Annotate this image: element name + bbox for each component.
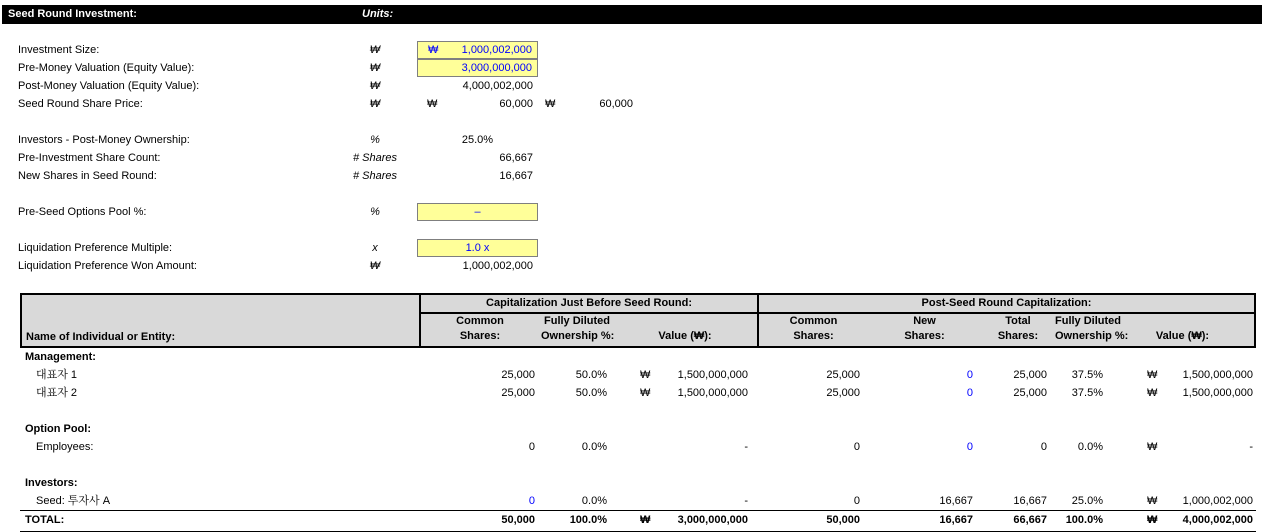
cell-value: 25.0% xyxy=(1071,495,1103,507)
table-row xyxy=(20,438,1256,456)
value-cell xyxy=(417,77,538,95)
row-label: 대표자 2 xyxy=(36,387,78,399)
cell-value: – xyxy=(474,206,481,218)
cell-value: 50.0% xyxy=(575,387,607,399)
cell-value: 50.0% xyxy=(575,369,607,381)
cell-post-ownership-pct xyxy=(1053,511,1109,529)
unit-label: # Shares xyxy=(352,170,398,182)
row-label: Pre-Seed Options Pool %: xyxy=(18,206,147,218)
cell-value: 0 xyxy=(528,441,535,453)
cell-value: 0 xyxy=(528,495,535,507)
cell-post-value xyxy=(1109,366,1256,384)
cell-post-ownership-pct xyxy=(1053,384,1109,402)
cell-value: 60,000 xyxy=(599,98,633,110)
cell-value: 0 xyxy=(966,441,973,453)
cell-post-total-shares xyxy=(979,438,1053,456)
cell-before-common-shares xyxy=(419,384,541,402)
cell-value: 1.0 x xyxy=(465,242,490,254)
cell-value: 100.0% xyxy=(1065,514,1103,526)
cell-post-ownership-pct xyxy=(1053,438,1109,456)
cell-before-ownership-pct xyxy=(541,492,613,510)
unit-label: ₩ xyxy=(369,44,381,56)
assumption-row xyxy=(0,95,1264,113)
cell-post-common-shares xyxy=(757,384,866,402)
won-sign: ₩ xyxy=(1147,495,1158,507)
cell-value: 0 xyxy=(966,369,973,381)
cell-value: 3,000,000,000 xyxy=(461,62,532,74)
assumption-row xyxy=(0,59,1264,77)
cell-value: 0.0% xyxy=(1077,441,1103,453)
cell-post-new-shares[interactable] xyxy=(866,438,979,456)
cell-value: 25,000 xyxy=(1013,369,1047,381)
value-cell xyxy=(417,257,538,275)
cell-value: 0 xyxy=(853,441,860,453)
won-sign: ₩ xyxy=(1147,514,1158,526)
value-cell xyxy=(417,131,538,149)
cell-before-ownership-pct xyxy=(541,511,613,529)
cell-value: 25.0% xyxy=(461,134,494,146)
won-sign: ₩ xyxy=(545,98,556,110)
cell-post-total-shares xyxy=(979,384,1053,402)
won-sign: ₩ xyxy=(640,387,651,399)
cell-before-common-shares xyxy=(419,438,541,456)
cell-before-ownership-pct xyxy=(541,438,613,456)
value-cell xyxy=(417,95,538,113)
unit-label: ₩ xyxy=(369,80,381,92)
cell-post-common-shares xyxy=(757,511,866,529)
row-label: 대표자 1 xyxy=(36,369,78,381)
cell-before-value xyxy=(613,492,757,510)
cell-value: 25,000 xyxy=(826,369,860,381)
cell-value: 0 xyxy=(966,387,973,399)
cell-before-value xyxy=(613,438,757,456)
cell-value: - xyxy=(744,441,748,453)
won-sign: ₩ xyxy=(640,514,651,526)
cap-table-header xyxy=(20,293,1256,348)
cell-value: 25,000 xyxy=(1013,387,1047,399)
cell-value: 1,500,000,000 xyxy=(677,369,748,381)
row-label: Post-Money Valuation (Equity Value): xyxy=(18,80,200,92)
cell-post-value xyxy=(1109,438,1256,456)
cell-value: 1,000,002,000 xyxy=(461,44,532,56)
table-row xyxy=(20,474,1256,492)
cell-value: 60,000 xyxy=(499,98,533,110)
cell-post-ownership-pct xyxy=(1053,492,1109,510)
table-row xyxy=(20,384,1256,402)
cell-value: 0.0% xyxy=(581,441,607,453)
unit-label: x xyxy=(372,242,378,254)
table-row xyxy=(20,492,1256,510)
column-header-post-total-shares: Total Shares: xyxy=(997,315,1039,342)
row-label: Pre-Money Valuation (Equity Value): xyxy=(18,62,195,74)
value-cell-secondary xyxy=(543,95,635,113)
cell-post-new-shares[interactable] xyxy=(866,384,979,402)
column-header-post-common-shares: Common Shares: xyxy=(789,315,838,342)
group-header-before-seed: Capitalization Just Before Seed Round: xyxy=(486,297,692,309)
value-cell xyxy=(417,149,538,167)
cell-value: 25,000 xyxy=(826,387,860,399)
cell-value: 16,667 xyxy=(939,514,973,526)
row-label: Investors - Post-Money Ownership: xyxy=(18,134,190,146)
cell-before-common-shares[interactable] xyxy=(419,492,541,510)
cell-before-common-shares xyxy=(419,511,541,529)
row-label: Liquidation Preference Multiple: xyxy=(18,242,173,254)
cell-value: 4,000,002,000 xyxy=(1182,514,1253,526)
cell-value: 50,000 xyxy=(826,514,860,526)
cell-post-new-shares xyxy=(866,492,979,510)
cell-post-value xyxy=(1109,492,1256,510)
input-cell[interactable] xyxy=(417,203,538,221)
row-label: TOTAL: xyxy=(25,514,65,526)
cell-post-value xyxy=(1109,511,1256,529)
row-label: Employees: xyxy=(36,441,94,453)
row-label: Management: xyxy=(25,351,96,363)
unit-label: % xyxy=(370,134,380,146)
row-label: Investment Size: xyxy=(18,44,100,56)
assumption-row xyxy=(0,203,1264,221)
table-row xyxy=(20,348,1256,366)
cell-value: 66,667 xyxy=(499,152,533,164)
row-label: New Shares in Seed Round: xyxy=(18,170,157,182)
column-header-post-ownership-pct: Fully Diluted Ownership %: xyxy=(1055,315,1129,342)
cell-post-value xyxy=(1109,384,1256,402)
cell-post-ownership-pct xyxy=(1053,366,1109,384)
cell-value: 50,000 xyxy=(501,514,535,526)
input-cell[interactable] xyxy=(417,59,538,77)
row-label: Investors: xyxy=(25,477,78,489)
cell-value: - xyxy=(744,495,748,507)
cell-value: 0 xyxy=(853,495,860,507)
cap-table xyxy=(20,293,1256,532)
row-label: Seed Round Share Price: xyxy=(18,98,143,110)
won-sign: ₩ xyxy=(1147,441,1158,453)
cell-post-new-shares[interactable] xyxy=(866,366,979,384)
won-sign: ₩ xyxy=(1147,387,1158,399)
cell-value: 100.0% xyxy=(569,514,607,526)
column-header-before-ownership-pct: Fully Diluted Ownership %: xyxy=(541,315,615,342)
cell-before-common-shares xyxy=(419,366,541,384)
input-cell[interactable] xyxy=(417,239,538,257)
row-label: Pre-Investment Share Count: xyxy=(18,152,161,164)
cell-before-value xyxy=(613,366,757,384)
name-column-header: Name of Individual or Entity: xyxy=(26,331,176,343)
cell-value: 1,000,002,000 xyxy=(1182,495,1253,507)
input-cell[interactable] xyxy=(417,41,538,59)
cap-table-body xyxy=(20,348,1256,532)
assumption-row xyxy=(0,239,1264,257)
cell-value: 25,000 xyxy=(501,369,535,381)
won-sign: ₩ xyxy=(1147,369,1158,381)
total-row xyxy=(20,510,1256,529)
cell-value: 16,667 xyxy=(939,495,973,507)
cell-value: 1,500,000,000 xyxy=(677,387,748,399)
unit-label: % xyxy=(370,206,380,218)
section-header-bar xyxy=(2,5,1262,24)
cell-post-total-shares xyxy=(979,511,1053,529)
cell-value: 25,000 xyxy=(501,387,535,399)
assumption-row xyxy=(0,167,1264,185)
cell-value: 16,667 xyxy=(1013,495,1047,507)
cell-value: 16,667 xyxy=(499,170,533,182)
cell-value: 4,000,002,000 xyxy=(462,80,533,92)
section-title: Seed Round Investment: xyxy=(8,8,137,20)
assumption-row xyxy=(0,41,1264,59)
table-row xyxy=(20,366,1256,384)
cell-post-common-shares xyxy=(757,438,866,456)
won-sign: ₩ xyxy=(428,44,439,56)
cell-value: 3,000,000,000 xyxy=(677,514,748,526)
column-header-before-common-shares: Common Shares: xyxy=(456,315,504,342)
cell-post-total-shares xyxy=(979,366,1053,384)
value-cell xyxy=(417,167,538,185)
row-label: Seed: 투자사 A xyxy=(36,495,111,507)
cell-value: 1,000,002,000 xyxy=(462,260,533,272)
cell-post-total-shares xyxy=(979,492,1053,510)
cell-value: 0.0% xyxy=(581,495,607,507)
cell-post-common-shares xyxy=(757,366,866,384)
cell-before-ownership-pct xyxy=(541,384,613,402)
column-header-post-value: Value (₩): xyxy=(1155,330,1210,342)
cell-value: 66,667 xyxy=(1013,514,1047,526)
cell-before-ownership-pct xyxy=(541,366,613,384)
cell-value: 0 xyxy=(1040,441,1047,453)
cell-post-common-shares xyxy=(757,492,866,510)
cell-value: 1,500,000,000 xyxy=(1182,387,1253,399)
assumption-row xyxy=(0,131,1264,149)
column-header-before-value: Value (₩): xyxy=(658,330,712,342)
cell-value: 1,500,000,000 xyxy=(1182,369,1253,381)
unit-label: ₩ xyxy=(369,62,381,74)
won-sign: ₩ xyxy=(640,369,651,381)
cell-value: 37.5% xyxy=(1071,387,1103,399)
assumption-row xyxy=(0,149,1264,167)
group-header-post-seed: Post-Seed Round Capitalization: xyxy=(921,297,1092,309)
row-label: Option Pool: xyxy=(25,423,91,435)
assumption-row xyxy=(0,257,1264,275)
table-row xyxy=(20,420,1256,438)
assumption-row xyxy=(0,77,1264,95)
cell-before-value xyxy=(613,511,757,529)
cell-value: - xyxy=(1249,441,1253,453)
cell-value: 37.5% xyxy=(1071,369,1103,381)
column-header-post-new-shares: New Shares: xyxy=(904,315,945,342)
cell-post-new-shares xyxy=(866,511,979,529)
row-label: Liquidation Preference Won Amount: xyxy=(18,260,197,272)
cell-before-value xyxy=(613,384,757,402)
units-column-label: Units: xyxy=(362,8,394,20)
unit-label: ₩ xyxy=(369,260,381,272)
unit-label: # Shares xyxy=(352,152,398,164)
won-sign: ₩ xyxy=(427,98,438,110)
unit-label: ₩ xyxy=(369,98,381,110)
